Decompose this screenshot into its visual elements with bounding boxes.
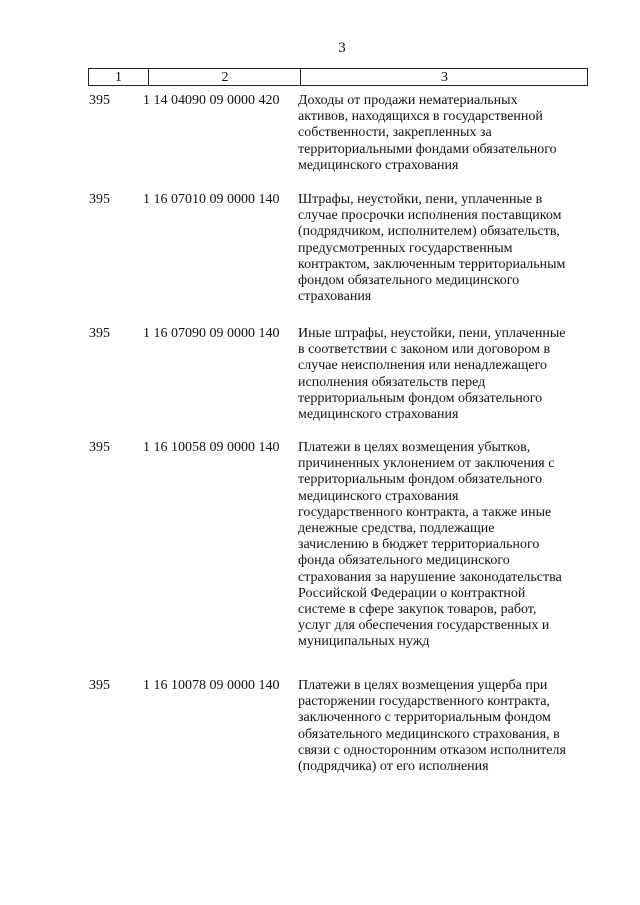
description-line: причиненных уклонением от заключения с [298,456,555,472]
description-line: фонда обязательного медицинского [298,553,510,569]
description-line: зачислению в бюджет территориального [298,537,540,553]
budget-classification-code: 1 16 07090 09 0000 140 [143,326,280,341]
description-line: заключенного с территориальным фондом [298,710,551,726]
revenue-description [298,440,590,651]
description-line: расторжении государственного контракта, [298,694,550,710]
description-line: медицинского страхования [298,157,459,173]
header-col-1: 1 [115,70,122,85]
description-line: контрактом, заключенным территориальным [298,256,566,272]
description-line: обязательного медицинского страхования, в [298,726,560,742]
budget-classification-code: 1 14 04090 09 0000 420 [143,93,280,108]
description-line: собственности, закрепленных за [298,125,492,141]
description-line: Иные штрафы, неустойки, пени, уплаченные [298,326,566,341]
description-line: исполнения обязательств перед [298,374,486,390]
description-line: (подрядчиком, исполнителем) обязательств, [298,224,560,240]
description-line: Платежи в целях возмещения ущерба при [298,678,548,693]
description-line: страхования [298,289,372,305]
description-line: страхования за нарушение законодательства [298,569,562,585]
description-line: в соответствии с законом или договором в [298,342,551,358]
admin-code: 395 [89,678,110,693]
header-col-2: 2 [148,69,301,85]
description-line: Доходы от продажи нематериальных [298,93,518,108]
description-line: (подрядчика) от его исполнения [298,759,489,775]
budget-classification-code: 1 16 10078 09 0000 140 [143,678,280,693]
header-col-3: 3 [300,69,588,85]
description-line: услуг для обеспечения государственных и [298,618,550,634]
description-line: активов, находящихся в государственной [298,109,543,125]
admin-code: 395 [89,326,110,341]
description-line: муниципальных нужд [298,634,430,650]
revenue-description [298,192,590,305]
budget-classification-code: 1 16 10058 09 0000 140 [143,440,280,455]
revenue-description [298,93,590,174]
description-line: предусмотренных государственным [298,240,513,256]
description-line: Платежи в целях возмещения убытков, [298,440,531,455]
description-line: денежные средства, подлежащие [298,521,495,537]
description-line: территориальным фондом обязательного [298,390,543,406]
page-number: 3 [338,40,346,56]
description-line: случае неисполнения или ненадлежащего [298,358,547,374]
description-line: случае просрочки исполнения поставщиком [298,208,562,224]
description-line: государственного контракта, а также иные [298,504,552,520]
description-line: системе в сфере закупок товаров, работ, [298,602,537,618]
table-header [88,68,588,86]
description-line: Штрафы, неустойки, пени, уплаченные в [298,192,543,207]
revenue-description [298,326,590,423]
admin-code: 395 [89,93,110,108]
description-line: медицинского страхования [298,488,459,504]
description-line: территориальным фондом обязательного [298,472,543,488]
description-line: медицинского страхования [298,407,459,423]
description-line: территориальными фондами обязательного [298,141,557,157]
description-line: Российской Федерации о контрактной [298,585,526,601]
admin-code: 395 [89,440,110,455]
admin-code: 395 [89,192,110,207]
revenue-description [298,678,590,775]
description-line: связи с односторонним отказом исполнителя [298,742,566,758]
description-line: фондом обязательного медицинского [298,273,520,289]
budget-classification-code: 1 16 07010 09 0000 140 [143,192,280,207]
